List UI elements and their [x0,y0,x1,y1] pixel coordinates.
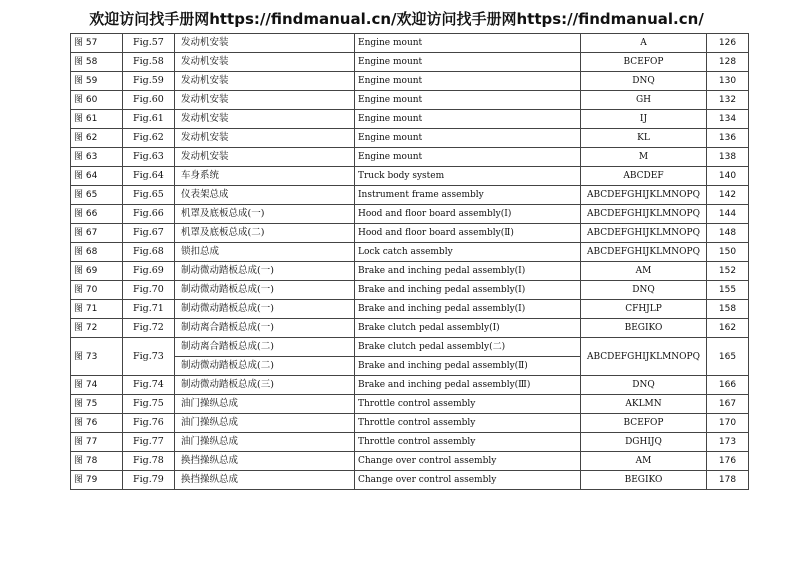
model-cell: ABCDEFGHIJKLMNOPQ [581,224,707,243]
figure-code-cell: 图 75 [71,395,123,414]
page-number-cell: 167 [707,395,749,414]
english-name-cell: Brake and inching pedal assembly(Ⅰ) [355,300,581,319]
chinese-name-cell: 发动机安装 [175,129,355,148]
table-row [71,338,749,357]
figure-code-cell: 图 59 [71,72,123,91]
table-row [71,243,749,262]
model-cell: DNQ [581,72,707,91]
page-number-cell: 165 [707,338,749,376]
figure-number-cell: Fig.66 [123,205,175,224]
figure-number-cell: Fig.73 [123,338,175,376]
english-name-cell: Brake and inching pedal assembly(Ⅰ) [355,262,581,281]
figure-code-cell: 图 78 [71,452,123,471]
table-row [71,186,749,205]
figure-code-cell: 图 58 [71,53,123,72]
page-number-cell: 126 [707,34,749,53]
english-name-cell: Engine mount [355,91,581,110]
page-number-cell: 155 [707,281,749,300]
page-number-cell: 158 [707,300,749,319]
page-number-cell: 134 [707,110,749,129]
table-body-tail [71,376,749,490]
figure-number-cell: Fig.79 [123,471,175,490]
page-number-cell: 130 [707,72,749,91]
figure-number-cell: Fig.75 [123,395,175,414]
page-number-cell: 173 [707,433,749,452]
english-name-cell: Engine mount [355,148,581,167]
table-row [71,281,749,300]
figure-code-cell: 图 60 [71,91,123,110]
table-body-merged [71,338,749,376]
model-cell: ABCDEFGHIJKLMNOPQ [581,338,707,376]
chinese-name-cell: 油门操纵总成 [175,414,355,433]
table-row [71,205,749,224]
chinese-name-cell: 制动微动踏板总成(一) [175,281,355,300]
figure-number-cell: Fig.77 [123,433,175,452]
page-number-cell: 144 [707,205,749,224]
model-cell: AKLMN [581,395,707,414]
english-name-cell: Engine mount [355,34,581,53]
chinese-name-cell: 油门操纵总成 [175,395,355,414]
chinese-name-cell: 机罩及底板总成(一) [175,205,355,224]
page-number-cell: 162 [707,319,749,338]
model-cell: CFHJLP [581,300,707,319]
page-number-cell: 178 [707,471,749,490]
table-row [71,433,749,452]
page-number-cell: 142 [707,186,749,205]
page-number-cell: 148 [707,224,749,243]
english-name-cell: Throttle control assembly [355,414,581,433]
english-name-cell: Truck body system [355,167,581,186]
english-name-cell: Change over control assembly [355,471,581,490]
page-number-cell: 150 [707,243,749,262]
table-row [71,91,749,110]
chinese-name-cell: 发动机安装 [175,110,355,129]
table-row [71,34,749,53]
table-row [71,72,749,91]
page-number-cell: 136 [707,129,749,148]
english-name-cell: Engine mount [355,72,581,91]
figure-code-cell: 图 66 [71,205,123,224]
model-cell: DGHIJQ [581,433,707,452]
model-cell: DNQ [581,281,707,300]
chinese-name-cell: 换挡操纵总成 [175,452,355,471]
parts-index-table [70,33,749,490]
chinese-name-cell: 锁扣总成 [175,243,355,262]
table-row [71,262,749,281]
page-number-cell: 176 [707,452,749,471]
figure-number-cell: Fig.67 [123,224,175,243]
figure-code-cell: 图 65 [71,186,123,205]
model-cell: ABCDEF [581,167,707,186]
model-cell: BEGIKO [581,471,707,490]
page-number-cell: 132 [707,91,749,110]
english-name-cell: Brake clutch pedal assembly(Ⅰ) [355,319,581,338]
chinese-name-cell: 制动离合踏板总成(一) [175,319,355,338]
chinese-name-cell: 发动机安装 [175,91,355,110]
figure-code-cell: 图 70 [71,281,123,300]
chinese-name-cell: 车身系统 [175,167,355,186]
figure-number-cell: Fig.68 [123,243,175,262]
table-row [71,148,749,167]
figure-number-cell: Fig.69 [123,262,175,281]
page-number-cell: 170 [707,414,749,433]
english-name-cell: Change over control assembly [355,452,581,471]
model-cell: AM [581,262,707,281]
model-cell: A [581,34,707,53]
model-cell: ABCDEFGHIJKLMNOPQ [581,243,707,262]
page-number-cell: 140 [707,167,749,186]
figure-number-cell: Fig.58 [123,53,175,72]
figure-number-cell: Fig.78 [123,452,175,471]
figure-number-cell: Fig.72 [123,319,175,338]
page-number-cell: 152 [707,262,749,281]
english-name-cell: Engine mount [355,110,581,129]
table-row [71,300,749,319]
chinese-name-cell: 发动机安装 [175,53,355,72]
figure-code-cell: 图 62 [71,129,123,148]
english-name-cell: Brake and inching pedal assembly(Ⅰ) [355,281,581,300]
table-row [71,471,749,490]
english-name-cell: Brake clutch pedal assembly(二) [355,338,581,357]
figure-code-cell: 图 79 [71,471,123,490]
table-row [71,129,749,148]
figure-number-cell: Fig.64 [123,167,175,186]
table-body-head [71,34,749,338]
chinese-name-cell: 制动微动踏板总成(二) [175,357,355,376]
figure-code-cell: 图 77 [71,433,123,452]
watermark-header: 欢迎访问找手册网https://findmanual.cn/欢迎访问找手册网https://findmanual.cn/ [89,10,704,28]
figure-number-cell: Fig.70 [123,281,175,300]
table-row [71,53,749,72]
english-name-cell: Hood and floor board assembly(Ⅱ) [355,224,581,243]
model-cell: BEGIKO [581,319,707,338]
chinese-name-cell: 制动微动踏板总成(一) [175,300,355,319]
model-cell: ABCDEFGHIJKLMNOPQ [581,186,707,205]
figure-code-cell: 图 61 [71,110,123,129]
model-cell: ABCDEFGHIJKLMNOPQ [581,205,707,224]
chinese-name-cell: 油门操纵总成 [175,433,355,452]
model-cell: DNQ [581,376,707,395]
chinese-name-cell: 发动机安装 [175,72,355,91]
page-number-cell: 128 [707,53,749,72]
figure-code-cell: 图 71 [71,300,123,319]
chinese-name-cell: 机罩及底板总成(二) [175,224,355,243]
table-row [71,224,749,243]
chinese-name-cell: 仪表架总成 [175,186,355,205]
figure-number-cell: Fig.60 [123,91,175,110]
chinese-name-cell: 制动离合踏板总成(二) [175,338,355,357]
english-name-cell: Instrument frame assembly [355,186,581,205]
model-cell: KL [581,129,707,148]
figure-number-cell: Fig.63 [123,148,175,167]
figure-code-cell: 图 74 [71,376,123,395]
english-name-cell: Brake and inching pedal assembly(Ⅱ) [355,357,581,376]
table-row [71,167,749,186]
english-name-cell: Engine mount [355,129,581,148]
chinese-name-cell: 制动微动踏板总成(三) [175,376,355,395]
figure-number-cell: Fig.61 [123,110,175,129]
model-cell: BCEFOP [581,414,707,433]
chinese-name-cell: 制动微动踏板总成(一) [175,262,355,281]
model-cell: AM [581,452,707,471]
figure-code-cell: 图 64 [71,167,123,186]
figure-code-cell: 图 68 [71,243,123,262]
page-number-cell: 138 [707,148,749,167]
english-name-cell: Brake and inching pedal assembly(Ⅲ) [355,376,581,395]
table-row [71,452,749,471]
figure-number-cell: Fig.62 [123,129,175,148]
figure-code-cell: 图 76 [71,414,123,433]
figure-code-cell: 图 67 [71,224,123,243]
table-row [71,110,749,129]
chinese-name-cell: 发动机安装 [175,148,355,167]
figure-code-cell: 图 73 [71,338,123,376]
figure-code-cell: 图 69 [71,262,123,281]
table-row [71,414,749,433]
figure-code-cell: 图 63 [71,148,123,167]
english-name-cell: Hood and floor board assembly(Ⅰ) [355,205,581,224]
model-cell: BCEFOP [581,53,707,72]
figure-code-cell: 图 72 [71,319,123,338]
figure-number-cell: Fig.65 [123,186,175,205]
model-cell: M [581,148,707,167]
model-cell: IJ [581,110,707,129]
figure-number-cell: Fig.57 [123,34,175,53]
table-row [71,395,749,414]
model-cell: GH [581,91,707,110]
english-name-cell: Lock catch assembly [355,243,581,262]
figure-number-cell: Fig.76 [123,414,175,433]
page-number-cell: 166 [707,376,749,395]
table-row [71,376,749,395]
english-name-cell: Throttle control assembly [355,433,581,452]
chinese-name-cell: 换挡操纵总成 [175,471,355,490]
english-name-cell: Engine mount [355,53,581,72]
english-name-cell: Throttle control assembly [355,395,581,414]
chinese-name-cell: 发动机安装 [175,34,355,53]
figure-code-cell: 图 57 [71,34,123,53]
figure-number-cell: Fig.74 [123,376,175,395]
figure-number-cell: Fig.71 [123,300,175,319]
figure-number-cell: Fig.59 [123,72,175,91]
table-row [71,319,749,338]
